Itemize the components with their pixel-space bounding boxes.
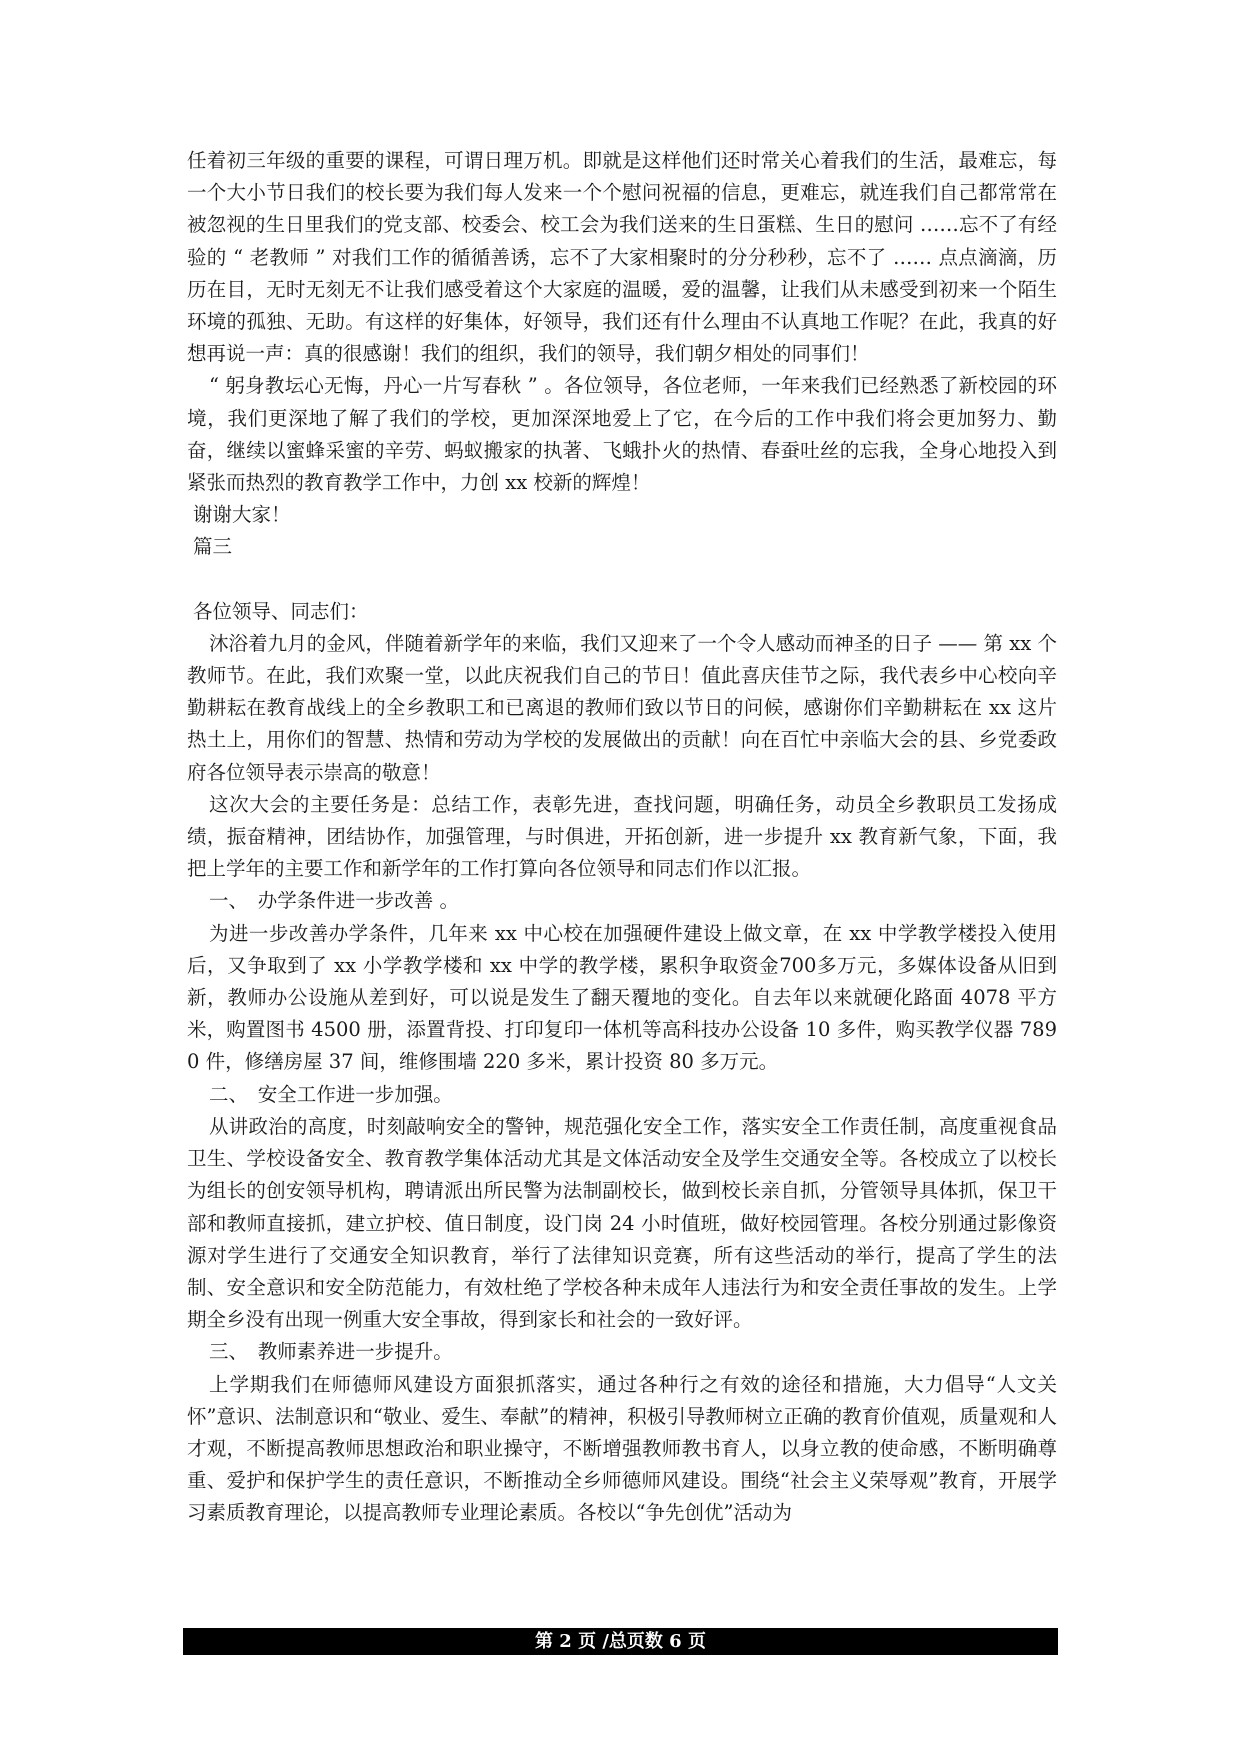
heading-section-three: 三、 教师素养进一步提升。 (209, 1340, 453, 1364)
paragraph-meeting-task: 这次大会的主要任务是：总结工作，表彰先进，查找问题，明确任务，动员全乡教职员工发扬成绩，振奋精神，团结协作，加强管理，与时俱进，开拓创新，进一步提升 xx 教育新气象，下面，我把上学年的主要工作和新学年的工作打算向各位领导和同志们作以汇报。 (187, 792, 1057, 881)
page-number-label: 第 2 页 /总页数 6 页 (535, 1631, 706, 1652)
paragraph-opening: 沐浴着九月的金风，伴随着新学年的来临，我们又迎来了一个令人感动而神圣的日子 —— 第 xx 个教师节。在此，我们欢聚一堂，以此庆祝我们自己的节日！值此喜庆佳节之际，我代表乡中心校向辛勤耕耘在教育战线上的全乡教职工和已离退的教师们致以节日的问候，感谢你们辛勤耕耘在 xx 这片热土上，用你们的智慧、热情和劳动为学校的发展做出的贡献！向在百忙中亲临大会的县、乡党委政府各位领导表示崇高的敬意！ (187, 631, 1057, 784)
paragraph-safety-work: 从讲政治的高度，时刻敲响安全的警钟，规范强化安全工作，落实安全工作责任制，高度重视食品卫生、学校设备安全、教育教学集体活动尤其是文体活动安全及学生交通安全等。各校成立了以校长为组长的创安领导机构，聘请派出所民警为法制副校长，做到校长亲自抓，分管领导具体抓，保卫干部和教师直接抓，建立护校、值日制度，设门岗 24 小时值班，做好校园管理。各校分别通过影像资源对学生进行了交通安全知识教育，举行了法律知识竞赛，所有这些活动的举行，提高了学生的法制、安全意识和安全防范能力，有效杜绝了学校各种未成年人违法行为和安全责任事故的发生。上学期全乡没有出现一例重大安全事故，得到家长和社会的一致好评。 (187, 1114, 1057, 1332)
paragraph-quote-closing: “ 躬身教坛心无悔，丹心一片写春秋 ” 。各位领导，各位老师，一年来我们已经熟悉了新校园的环境，我们更深地了解了我们的学校，更加深深地爱上了它，在今后的工作中我们将会更加努力、勤奋，继续以蜜蜂采蜜的辛劳、蚂蚁搬家的执著、飞蛾扑火的热情、春蚕吐丝的忘我，全身心地投入到紧张而热烈的教育教学工作中，力创 xx 校新的辉煌！ (187, 374, 1057, 495)
paragraph-salutation: 各位领导、同志们： (193, 599, 369, 623)
heading-section-one: 一、 办学条件进一步改善 。 (209, 889, 459, 913)
paragraph-school-conditions: 为进一步改善办学条件，几年来 xx 中心校在加强硬件建设上做文章，在 xx 中学教学楼投入使用后，又争取到了 xx 小学教学楼和 xx 中学的教学楼，累积争取资金700多万元，多媒体设备从旧到新，教师办公设施从差到好，可以说是发生了翻天覆地的变化。自去年以来就硬化路面 4078 平方米，购置图书 4500 册，添置背投、打印复印一体机等高科技办公设备 10 多件，购买教学仪器 7890 件，修缮房屋 37 间，维修围墙 220 多米，累计投资 80 多万元。 (187, 921, 1057, 1074)
document-body (187, 145, 1057, 1530)
heading-section-two: 二、 安全工作进一步加强。 (209, 1082, 453, 1106)
page-footer-bar (183, 1628, 1058, 1655)
paragraph-teacher-quality: 上学期我们在师德师风建设方面狠抓落实，通过各种行之有效的途径和措施，大力倡导“人文关怀”意识、法制意识和“敬业、爱生、奉献”的精神，积极引导教师树立正确的教育价值观，质量观和人才观，不断提高教师思想政治和职业操守，不断增强教师教书育人，以身立教的使命感，不断明确尊重、爱护和保护学生的责任意识，不断推动全乡师德师风建设。围绕“社会主义荣辱观”教育，开展学习素质教育理论，以提高教师专业理论素质。各校以“争先创优”活动为 (187, 1372, 1057, 1525)
section-heading-part-three: 篇三 (193, 535, 233, 559)
paragraph-continuation: 任着初三年级的重要的课程，可谓日理万机。即就是这样他们还时常关心着我们的生活，最难忘，每一个大小节日我们的校长要为我们每人发来一个个慰问祝福的信息，更难忘，就连我们自己都常常在被忽视的生日里我们的党支部、校委会、校工会为我们送来的生日蛋糕、生日的慰问 ……忘不了有经验的 “ 老教师 ” 对我们工作的循循善诱，忘不了大家相聚时的分分秒秒，忘不了 …… 点点滴滴，历历在目，无时无刻无不让我们感受着这个大家庭的温暖，爱的温馨，让我们从未感受到初来一个陌生环境的孤独、无助。有这样的好集体，好领导，我们还有什么理由不认真地工作呢？在此，我真的好想再说一声：真的很感谢！我们的组织，我们的领导，我们朝夕相处的同事们！ (187, 149, 1057, 366)
blank-line (187, 564, 1057, 596)
paragraph-thanks: 谢谢大家！ (193, 503, 291, 527)
